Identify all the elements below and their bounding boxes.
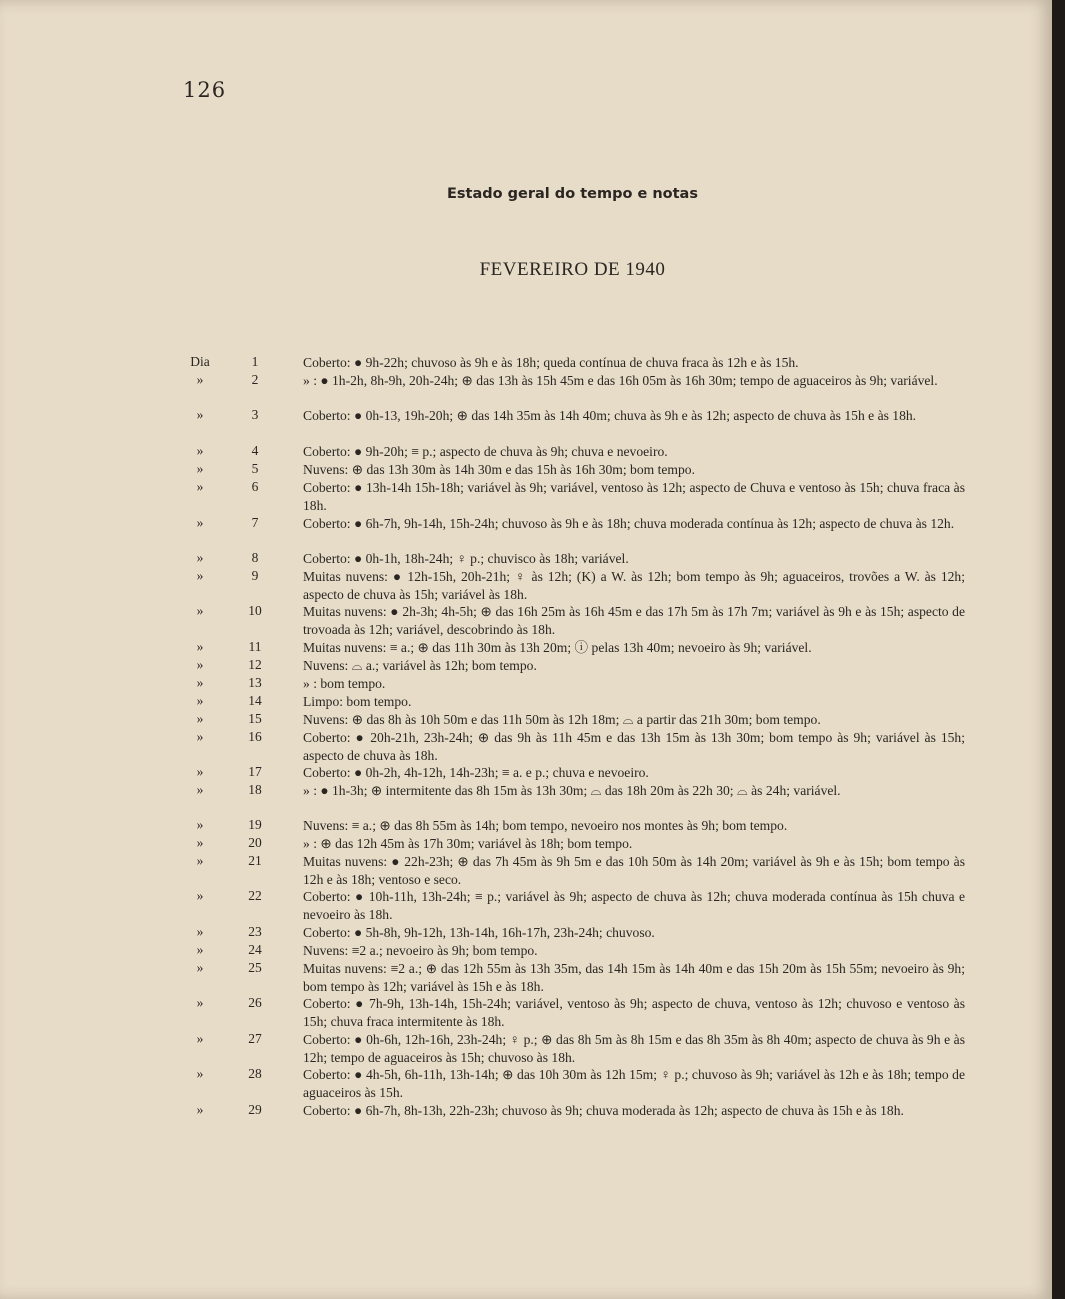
entry-text: Coberto: ● 10h-11h, 13h-24h; ≡ p.; variável às 9h; aspecto de chuva às 12h; chuva moderada contínua às 15h chuva e nevoeiro às 18h. [303,889,965,922]
day-number: 1 [251,354,259,369]
day-number: 27 [248,1031,262,1046]
ditto-mark: » [196,711,204,726]
entry-text: Coberto: ● 0h-2h, 4h-12h, 14h-23h; ≡ a. e p.; chuva e nevoeiro. [303,765,649,780]
entry-text: Nuvens: ⊕ das 13h 30m às 14h 30m e das 15h às 16h 30m; bom tempo. [303,462,695,477]
ditto-mark: » [196,1066,204,1081]
entry-text: Coberto: ● 6h-7h, 9h-14h, 15h-24h; chuvoso às 9h e às 18h; chuva moderada contínua às 12h; aspecto de chuva às 12h. [303,516,955,531]
entry-text: Muitas nuvens: ● 22h-23h; ⊕ das 7h 45m às 9h 5m e das 10h 50m às 14h 20m; variável às 9h e às 15h; bom tempo às 12h e às 18h; ventoso e seco. [303,854,965,887]
day-number: 10 [248,603,262,618]
day-number: 23 [248,924,262,939]
ditto-mark: » [196,479,204,494]
dia-label: Dia [190,354,210,369]
day-number: 14 [248,693,262,708]
ditto-mark: » [196,443,204,458]
ditto-mark: » [196,853,204,868]
ditto-mark: » [196,942,204,957]
entry-text: Limpo: bom tempo. [303,694,412,709]
entry-text: Muitas nuvens: ≡ a.; ⊕ das 11h 30m às 13h 20m; ⓘ pelas 13h 40m; nevoeiro às 9h; variável. [303,640,812,655]
entry-text: Coberto: ● 9h-22h; chuvoso às 9h e às 18h; queda contínua de chuva fraca às 12h e às 15h. [303,355,799,370]
entry-text: Coberto: ● 6h-7h, 8h-13h, 22h-23h; chuvoso às 9h; chuva moderada às 12h; aspecto de chuva às 15h e às 18h. [303,1103,904,1118]
day-number: 12 [248,657,262,672]
ditto-mark: » [196,729,204,744]
ditto-mark: » [196,693,204,708]
ditto-mark: » [196,568,204,583]
ditto-mark: » [196,639,204,654]
ditto-mark: » [196,924,204,939]
ditto-mark: » [196,550,204,565]
entry-text: Nuvens: ≡ a.; ⊕ das 8h 55m às 14h; bom tempo, nevoeiro nos montes às 9h; bom tempo. [303,818,788,833]
day-number: 6 [251,479,259,494]
day-number: 22 [248,888,262,903]
day-number: 9 [251,568,259,583]
day-number: 13 [248,675,262,690]
entry-text: Coberto: ● 0h-6h, 12h-16h, 23h-24h; ♀ p.; ⊕ das 8h 5m às 8h 15m e das 8h 35m às 8h 40m; aspecto de chuva às 9h e às 12h; tempo de aguaceiros às 15h; chuvoso às 18h. [303,1032,965,1065]
ditto-mark: » [196,372,204,387]
ditto-mark: » [196,764,204,779]
day-number: 20 [248,835,262,850]
day-number: 8 [251,550,259,565]
day-number: 5 [251,461,259,476]
day-number: 24 [248,942,262,957]
ditto-mark: » [196,888,204,903]
entry-text: » : ● 1h-3h; ⊕ intermitente das 8h 15m às 13h 30m; ⌓ das 18h 20m às 22h 30; ⌓ às 24h; variável. [303,783,841,798]
entry-text: Muitas nuvens: ≡2 a.; ⊕ das 12h 55m às 13h 35m, das 14h 15m às 14h 40m e das 15h 20m às 15h 55m; nevoeiro às 9h; bom tempo às 12h; variável às 15h e às 18h. [303,961,965,994]
ditto-mark: » [196,835,204,850]
entry-text: Coberto: ● 9h-20h; ≡ p.; aspecto de chuva às 9h; chuva e nevoeiro. [303,444,668,459]
day-number: 11 [248,639,262,654]
ditto-mark: » [196,995,204,1010]
entry-text: Nuvens: ⌓ a.; variável às 12h; bom tempo. [303,658,537,673]
ditto-mark: » [196,675,204,690]
section-title: Estado geral do tempo e notas [447,186,698,202]
entry-text: Coberto: ● 13h-14h 15h-18h; variável às 9h; variável, ventoso às 12h; aspecto de Chuva e ventoso às 15h; chuva fraca às 18h. [303,480,965,513]
day-number: 28 [248,1066,262,1081]
entry-text: Coberto: ● 5h-8h, 9h-12h, 13h-14h, 16h-17h, 23h-24h; chuvoso. [303,925,655,940]
ditto-mark: » [196,1102,204,1117]
entry-text: » : ● 1h-2h, 8h-9h, 20h-24h; ⊕ das 13h às 15h 45m e das 16h 05m às 16h 30m; tempo de aguaceiros às 9h; variável. [303,373,938,388]
day-number: 15 [248,711,262,726]
day-number: 29 [248,1102,262,1117]
entry-text: » : ⊕ das 12h 45m às 17h 30m; variável às 18h; bom tempo. [303,836,633,851]
page-number: 126 [183,78,227,102]
entry-text: Muitas nuvens: ● 2h-3h; 4h-5h; ⊕ das 16h 25m às 16h 45m e das 17h 5m às 17h 7m; variável às 9h e às 15h; aspecto de trovoada às 12h; variável, descobrindo às 18h. [303,604,965,637]
month-title: FEVEREIRO DE 1940 [479,259,666,280]
entry-text: Coberto: ● 0h-13, 19h-20h; ⊕ das 14h 35m às 14h 40m; chuva às 9h e às 12h; aspecto de chuva às 15h e às 18h. [303,408,917,423]
entry-text: Coberto: ● 7h-9h, 13h-14h, 15h-24h; variável, ventoso às 9h; aspecto de chuva, ventoso às 12h; chuvoso e ventoso às 15h; chuva fraca intermitente às 18h. [303,996,965,1029]
ditto-mark: » [196,960,204,975]
entry-text: Coberto: ● 4h-5h, 6h-11h, 13h-14h; ⊕ das 10h 30m às 12h 15m; ♀ p.; chuvoso às 9h; variável às 12h e às 18h; tempo de aguaceiros às 15h. [303,1067,965,1100]
ditto-mark: » [196,461,204,476]
day-number: 16 [248,729,262,744]
entry-text: Nuvens: ≡2 a.; nevoeiro às 9h; bom tempo. [303,943,538,958]
day-number: 21 [248,853,262,868]
ditto-mark: » [196,407,204,422]
entry-text: Muitas nuvens: ● 12h-15h, 20h-21h; ♀ às 12h; (K) a W. às 12h; bom tempo às 9h; aguaceiros, trovões a W. às 12h; aspecto de chuva às 15h; variável às 18h. [303,569,965,602]
entry-text: Coberto: ● 0h-1h, 18h-24h; ♀ p.; chuvisco às 18h; variável. [303,551,629,566]
ditto-mark: » [196,1031,204,1046]
ditto-mark: » [196,657,204,672]
entry-text: » : bom tempo. [303,676,386,691]
day-number: 17 [248,764,262,779]
day-number: 26 [248,995,262,1010]
day-number: 4 [251,443,259,458]
day-number: 19 [248,817,262,832]
page-edge [1052,0,1065,1299]
entry-text: Nuvens: ⊕ das 8h às 10h 50m e das 11h 50m às 12h 18m; ⌓ a partir das 21h 30m; bom tempo. [303,712,821,727]
day-number: 25 [248,960,262,975]
entry-text: Coberto: ● 20h-21h, 23h-24h; ⊕ das 9h às 11h 45m e das 13h 15m às 13h 30m; bom tempo às 9h; variável às 15h; aspecto de chuva às 18h. [303,730,965,763]
day-number: 3 [251,407,259,422]
ditto-mark: » [196,515,204,530]
ditto-mark: » [196,782,204,797]
ditto-mark: » [196,603,204,618]
ditto-mark: » [196,817,204,832]
day-number: 2 [251,372,259,387]
day-number: 7 [251,515,259,530]
day-number: 18 [248,782,262,797]
